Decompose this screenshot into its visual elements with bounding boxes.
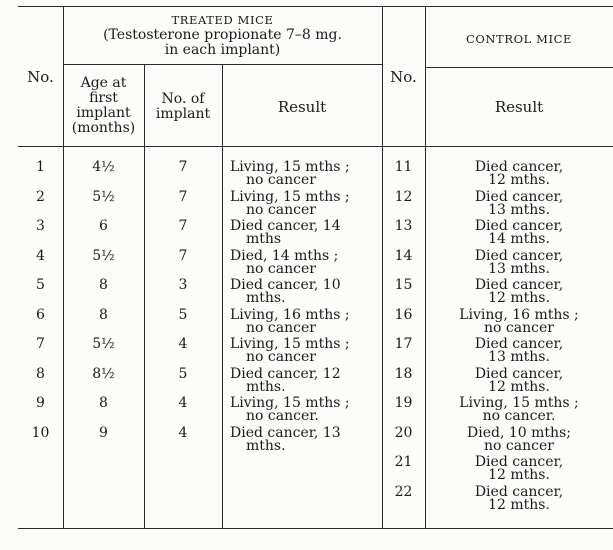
implant-count: 7 [178,159,188,175]
control-result-line2: 13 mths. [488,202,550,218]
no-header: No. [27,68,54,86]
no2-header: No. [390,68,417,86]
control-result-line1: Died cancer, [474,159,564,175]
control-result-line2: 13 mths. [488,261,550,277]
control-row-number: 17 [394,336,413,352]
row-number: 9 [36,395,45,411]
result-line2: no cancer [246,202,316,218]
age-value: 5½ [92,248,115,264]
control-result-line1: Died cancer, [474,336,564,352]
result-line2: mths. [246,290,286,306]
implant-count: 3 [178,277,188,293]
implant-header [144,92,222,122]
control-result-line1: Died cancer, [474,189,564,205]
implant-header-line1: No. of [161,91,205,107]
implant-count: 5 [178,366,188,382]
control-row-number: 20 [394,425,413,441]
row-number: 1 [36,159,45,175]
result-line2: mths. [246,438,286,454]
result-line2: no cancer [246,261,316,277]
age-value: 5½ [92,336,115,352]
control-result-line1: Died cancer, [474,248,564,264]
result-line2: no cancer [246,320,316,336]
control-result-line1: Died cancer, [474,218,564,234]
age-header-line2: first [89,90,118,106]
age-header-line1: Age at [80,75,127,91]
control-row-number: 22 [394,484,413,500]
control-title: CONTROL MICE [465,32,573,46]
age-header-line3: implant [76,105,131,121]
age-value: 6 [99,218,108,234]
control-result-line1: Living, 15 mths ; [459,395,579,411]
age-value: 4½ [92,159,115,175]
age-header-line4: (months) [71,120,136,136]
implant-count: 7 [178,248,188,264]
control-row-number: 14 [394,248,413,264]
control-result-line2: 12 mths. [488,172,550,188]
implant-count: 7 [178,218,188,234]
control-result-line2: 14 mths. [488,231,550,247]
control-result-line2: 12 mths. [488,290,550,306]
row-number: 5 [36,277,45,293]
result-line1: Living, 16 mths ; [230,307,350,323]
control-result-line2: no cancer. [482,408,556,424]
result-line2: mths [246,231,282,247]
result-line1: Died cancer, 13 [230,425,341,441]
age-header [63,76,144,136]
treated-title: TREATED MICE [171,13,274,27]
control-row-number: 13 [394,218,413,234]
control-row-number: 19 [394,395,413,411]
top-rule [18,6,613,7]
age-value: 9 [99,425,108,441]
result-line1: Living, 15 mths ; [230,395,350,411]
control-result-line2: no cancer [484,438,554,454]
control-result-line1: Died cancer, [474,484,564,500]
control-subheader-rule [425,67,613,68]
row-number: 3 [36,218,45,234]
row-number: 6 [36,307,45,323]
control-row-number: 21 [394,454,413,470]
header-bottom-rule [18,146,613,147]
control-row-number: 15 [394,277,413,293]
control-result-line1: Died cancer, [474,366,564,382]
result-line1: Died, 14 mths ; [230,248,339,264]
control-result-line2: 12 mths. [488,467,550,483]
age-value: 8 [99,277,108,293]
result-line2: mths. [246,379,286,395]
control-result-line1: Died cancer, [474,277,564,293]
control-result-line2: 12 mths. [488,379,550,395]
implant-count: 4 [178,425,188,441]
result-line1: Living, 15 mths ; [230,159,350,175]
result-line1: Died cancer, 14 [230,218,341,234]
control-result-header: Result [494,98,544,116]
control-result-line2: 12 mths. [488,497,550,513]
control-result-line1: Living, 16 mths ; [459,307,579,323]
control-row-number: 16 [394,307,413,323]
treated-subtitle-1: (Testosterone propionate 7–8 mg. [103,27,342,43]
control-result-line1: Died, 10 mths; [467,425,571,441]
age-value: 8½ [92,366,115,382]
result-line2: no cancer. [246,408,319,424]
control-row-number: 11 [394,159,413,175]
implant-count: 4 [178,395,188,411]
control-result-line2: no cancer [484,320,554,336]
implant-count: 4 [178,336,188,352]
implant-header-line2: implant [155,106,211,122]
row-number: 8 [36,366,45,382]
implant-count: 5 [178,307,188,323]
age-value: 8 [99,307,108,323]
control-result-line1: Died cancer, [474,454,564,470]
col-rule-3 [222,64,223,528]
age-value: 8 [99,395,108,411]
treated-subtitle-2: in each implant) [164,42,281,58]
result-line2: no cancer [246,349,316,365]
result-line1: Died cancer, 10 [230,277,341,293]
result-line1: Living, 15 mths ; [230,336,350,352]
row-number: 2 [36,189,45,205]
row-number: 4 [36,248,45,264]
implant-count: 7 [178,189,188,205]
control-result-line2: 13 mths. [488,349,550,365]
row-number: 7 [36,336,45,352]
result-line1: Living, 15 mths ; [230,189,350,205]
bottom-rule [18,528,613,529]
age-value: 5½ [92,189,115,205]
row-number: 10 [31,425,50,441]
control-row-number: 12 [394,189,413,205]
result-header: Result [277,98,327,116]
result-line1: Died cancer, 12 [230,366,341,382]
result-line2: no cancer [246,172,316,188]
col-rule-2 [144,64,145,528]
control-row-number: 18 [394,366,413,382]
